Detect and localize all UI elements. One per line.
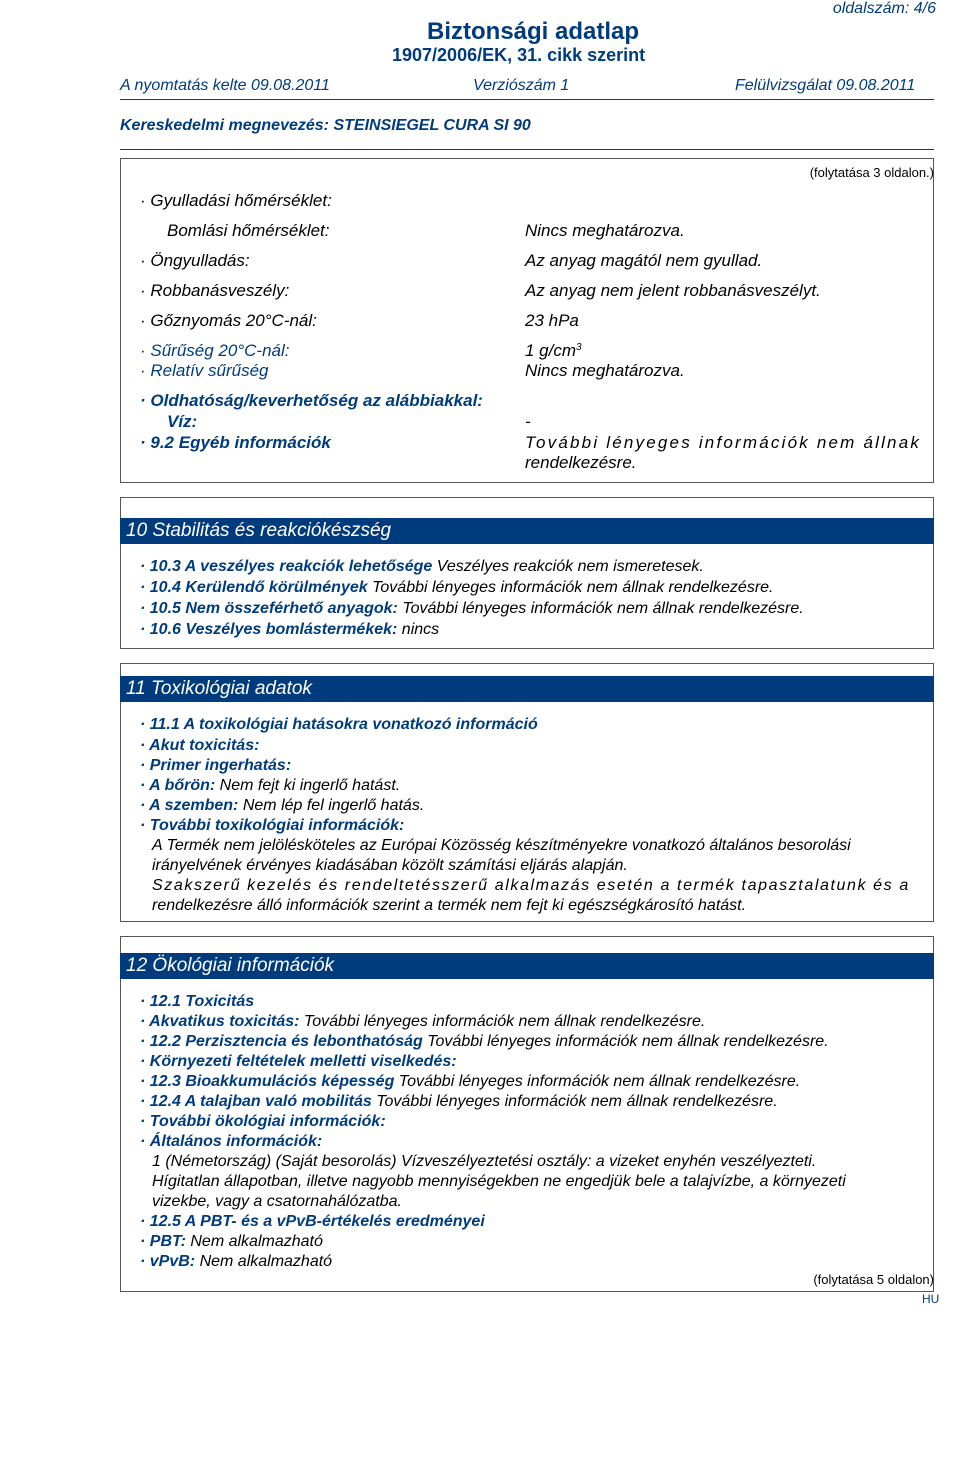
- density-value: 1 $g/cm^3$: [525, 341, 582, 360]
- trade-name-divider: [120, 149, 934, 150]
- explosion-value: Az anyag nem jelent robbanásveszélyt.: [525, 281, 821, 300]
- tox-paragraph-line3: Szakszerű kezelés és rendeltetésszerű alkalmazás esetén a termék tapasztalatunk és a: [152, 877, 910, 894]
- acute-toxicity: · Akut toxicitás:: [140, 737, 260, 754]
- decomp-temp-label: Bomlási hőmérséklet:: [167, 221, 330, 240]
- vapor-pressure-label: · Gőznyomás 20°C-nál:: [140, 311, 317, 330]
- section-12-4: · 12.4 A talajban való mobilitás További lényeges információk nem állnak rendelkezésre.: [140, 1093, 778, 1110]
- continued-from: (folytatása 3 oldalon.): [809, 165, 934, 180]
- section-11-1: · 11.1 A toxikológiai hatásokra vonatkozó információ: [140, 716, 538, 733]
- section-10-6: · 10.6 Veszélyes bomlástermékek: nincs: [140, 621, 440, 638]
- additional-eco-info: · További ökológiai információk:: [140, 1113, 386, 1130]
- section-12-heading: 12 Ökológiai információk: [120, 953, 934, 979]
- vapor-pressure-value: 23 hPa: [525, 311, 579, 330]
- eco-paragraph-line3: vizekbe, vagy a csatornahálózatba.: [152, 1193, 402, 1210]
- tox-paragraph-line4: rendelkezésre álló információk szerint a termék nem fejt ki egészségkárosító hatást.: [152, 897, 747, 914]
- autoignition-label: · Öngyulladás:: [140, 251, 250, 270]
- print-date: A nyomtatás kelte 09.08.2011: [120, 77, 330, 94]
- autoignition-value: Az anyag magától nem gyullad.: [525, 251, 763, 270]
- general-info: · Általános információk:: [140, 1133, 323, 1150]
- other-info-value-line1: További lényeges információk nem állnak: [525, 433, 922, 452]
- relative-density-value: Nincs meghatározva.: [525, 361, 685, 380]
- pbt-result: · PBT: Nem alkalmazható: [140, 1233, 323, 1250]
- page-number: oldalszám: 4/6: [832, 0, 936, 17]
- language-code: HU: [922, 1292, 940, 1306]
- document-subtitle: 1907/2006/EK, 31. cikk szerint: [392, 45, 646, 65]
- section-10-5: · 10.5 Nem összeférhető anyagok: További lényeges információk nem állnak rendelkezésre.: [140, 600, 804, 617]
- document-title: Biztonsági adatlap: [427, 18, 640, 45]
- version-number: Verziószám 1: [473, 77, 570, 94]
- solubility-label: · Oldhatóság/keverhetőség az alábbiakkal:: [140, 391, 483, 410]
- trade-name: Kereskedelmi megnevezés: STEINSIEGEL CURA SI 90: [120, 117, 531, 134]
- eco-paragraph-line2: Hígitatlan állapotban, illetve nagyobb mennyiségekben ne engedjük bele a talajvízbe, a környezeti: [152, 1173, 846, 1190]
- section-10-heading: 10 Stabilitás és reakciókészség: [120, 518, 934, 544]
- eco-paragraph-line1: 1 (Németország) (Saját besorolás) Vízveszélyeztetési osztály: a vizeket enyhén veszélyezteti.: [152, 1153, 817, 1170]
- continued-on: (folytatása 5 oldalon): [813, 1272, 934, 1287]
- environmental-behaviour: · Környezeti feltételek melletti viselkedés:: [140, 1053, 457, 1070]
- section-10-4: · 10.4 Kerülendő körülmények További lényeges információk nem állnak rendelkezésre.: [140, 579, 774, 596]
- density-label: · Sűrűség 20°C-nál:: [140, 341, 290, 360]
- other-info-label: · 9.2 Egyéb információk: [140, 433, 331, 452]
- revision-date: Felülvizsgálat 09.08.2011: [735, 77, 916, 94]
- tox-paragraph-line2: irányelvének érvényes kiadásában közölt számítási eljárás alapján.: [152, 857, 628, 874]
- section-10-3: · 10.3 A veszélyes reakciók lehetősége Veszélyes reakciók nem ismeretesek.: [140, 558, 704, 575]
- vpvb-result: · vPvB: Nem alkalmazható: [140, 1253, 333, 1270]
- relative-density-label: · Relatív sűrűség: [140, 361, 269, 380]
- section-12-2: · 12.2 Perzisztencia és lebonthatóság További lényeges információk nem állnak rendelkezésre.: [140, 1033, 829, 1050]
- water-value: -: [525, 412, 531, 431]
- aquatic-toxicity: · Akvatikus toxicitás: További lényeges információk nem állnak rendelkezésre.: [140, 1013, 706, 1030]
- density-unit-exponent: 3: [576, 342, 582, 353]
- skin-effect: · A bőrön: Nem fejt ki ingerlő hatást.: [140, 777, 401, 794]
- tox-paragraph-line1: A Termék nem jelölésköteles az Európai Közösség készítményekre vonatkozó általános besorolási: [152, 837, 851, 854]
- section-11-heading: 11 Toxikológiai adatok: [120, 676, 934, 702]
- ignition-temp-label: · Gyulladási hőmérséklet:: [140, 191, 332, 210]
- primary-irritation: · Primer ingerhatás:: [140, 757, 292, 774]
- explosion-label: · Robbanásveszély:: [140, 281, 290, 300]
- additional-tox-info: · További toxikológiai információk:: [140, 817, 405, 834]
- decomp-temp-value: Nincs meghatározva.: [525, 221, 685, 240]
- eye-effect: · A szemben: Nem lép fel ingerlő hatás.: [140, 797, 425, 814]
- section-12-5: · 12.5 A PBT- és a vPvB-értékelés eredményei: [140, 1213, 485, 1230]
- header-divider: [120, 99, 934, 100]
- other-info-value-line2: rendelkezésre.: [525, 453, 637, 472]
- section-12-3: · 12.3 Bioakkumulációs képesség További lényeges információk nem állnak rendelkezésre.: [140, 1073, 801, 1090]
- water-label: Víz:: [167, 412, 198, 431]
- section-12-1: · 12.1 Toxicitás: [140, 993, 255, 1010]
